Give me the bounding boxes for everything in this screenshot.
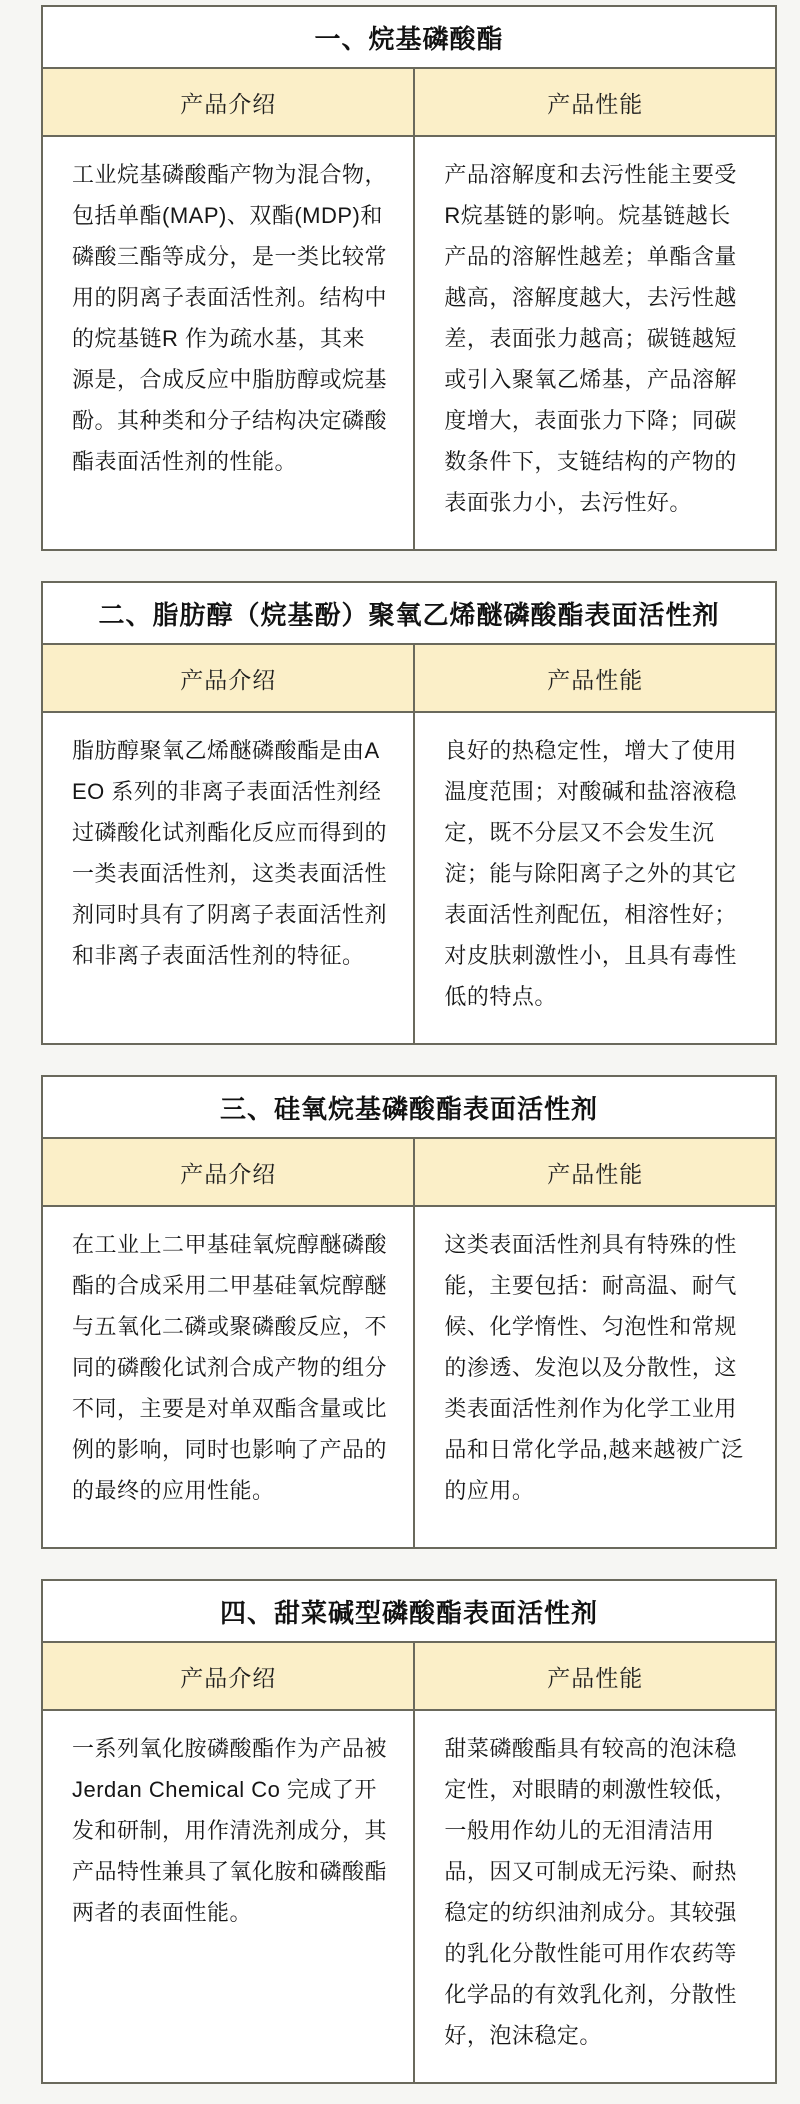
content-row	[43, 1711, 775, 2082]
column-header-intro: 产品介绍	[43, 69, 413, 135]
column-header-performance: 产品性能	[413, 1643, 775, 1709]
column-header-intro: 产品介绍	[43, 645, 413, 711]
intro-cell: 一系列氧化胺磷酸酯作为产品被 Jerdan Chemical Co 完成了开发和研制，用作清洗剂成分，其产品特性兼具了氧化胺和磷酸酯两者的表面性能。	[43, 1711, 413, 2082]
table-alkyl-phosphate	[41, 5, 777, 551]
column-header-row	[43, 1139, 775, 1207]
intro-cell: 脂肪醇聚氧乙烯醚磷酸酯是由AEO 系列的非离子表面活性剂经过磷酸化试剂酯化反应而得到的一类表面活性剂，这类表面活性剂同时具有了阴离子表面活性剂和非离子表面活性剂的特征。	[43, 713, 413, 1043]
table-title: 四、甜菜碱型磷酸酯表面活性剂	[43, 1581, 775, 1643]
performance-cell: 这类表面活性剂具有特殊的性能，主要包括：耐高温、耐气候、化学惰性、匀泡性和常规的渗透、发泡以及分散性，这类表面活性剂作为化学工业用品和日常化学品,越来越被广泛的应用。	[413, 1207, 775, 1547]
table-title: 二、脂肪醇（烷基酚）聚氧乙烯醚磷酸酯表面活性剂	[43, 583, 775, 645]
content-row	[43, 137, 775, 549]
column-header-performance: 产品性能	[413, 69, 775, 135]
column-header-performance: 产品性能	[413, 645, 775, 711]
content-row	[43, 713, 775, 1043]
table-title: 三、硅氧烷基磷酸酯表面活性剂	[43, 1077, 775, 1139]
intro-cell: 在工业上二甲基硅氧烷醇醚磷酸酯的合成采用二甲基硅氧烷醇醚与五氧化二磷或聚磷酸反应，不同的磷酸化试剂合成产物的组分不同，主要是对单双酯含量或比例的影响，同时也影响了产品的的最终的应用性能。	[43, 1207, 413, 1547]
content-row	[43, 1207, 775, 1547]
column-header-row	[43, 1643, 775, 1711]
performance-cell: 良好的热稳定性，增大了使用温度范围；对酸碱和盐溶液稳定，既不分层又不会发生沉淀；能与除阳离子之外的其它表面活性剂配伍，相溶性好；对皮肤刺激性小，且具有毒性低的特点。	[413, 713, 775, 1043]
column-header-row	[43, 645, 775, 713]
table-siloxane-phosphate	[41, 1075, 777, 1549]
intro-cell: 工业烷基磷酸酯产物为混合物，包括单酯(MAP)、双酯(MDP)和磷酸三酯等成分，是一类比较常用的阴离子表面活性剂。结构中的烷基链R 作为疏水基，其来源是，合成反应中脂肪醇或烷基酚。其种类和分子结构决定磷酸酯表面活性剂的性能。	[43, 137, 413, 549]
column-header-performance: 产品性能	[413, 1139, 775, 1205]
column-header-row	[43, 69, 775, 137]
performance-cell: 甜菜磷酸酯具有较高的泡沫稳定性，对眼睛的刺激性较低，一般用作幼儿的无泪清洁用品，因又可制成无污染、耐热稳定的纺织油剂成分。其较强的乳化分散性能可用作农药等化学品的有效乳化剂，分散性好，泡沫稳定。	[413, 1711, 775, 2082]
column-header-intro: 产品介绍	[43, 1139, 413, 1205]
performance-cell: 产品溶解度和去污性能主要受R烷基链的影响。烷基链越长产品的溶解性越差；单酯含量越高，溶解度越大，去污性越差，表面张力越高；碳链越短或引入聚氧乙烯基，产品溶解度增大，表面张力下降；同碳数条件下，支链结构的产物的表面张力小，去污性好。	[413, 137, 775, 549]
table-title: 一、烷基磷酸酯	[43, 7, 775, 69]
column-header-intro: 产品介绍	[43, 1643, 413, 1709]
table-betaine-phosphate	[41, 1579, 777, 2084]
table-fatty-alcohol-polyoxyethylene-ether-phosphate	[41, 581, 777, 1045]
